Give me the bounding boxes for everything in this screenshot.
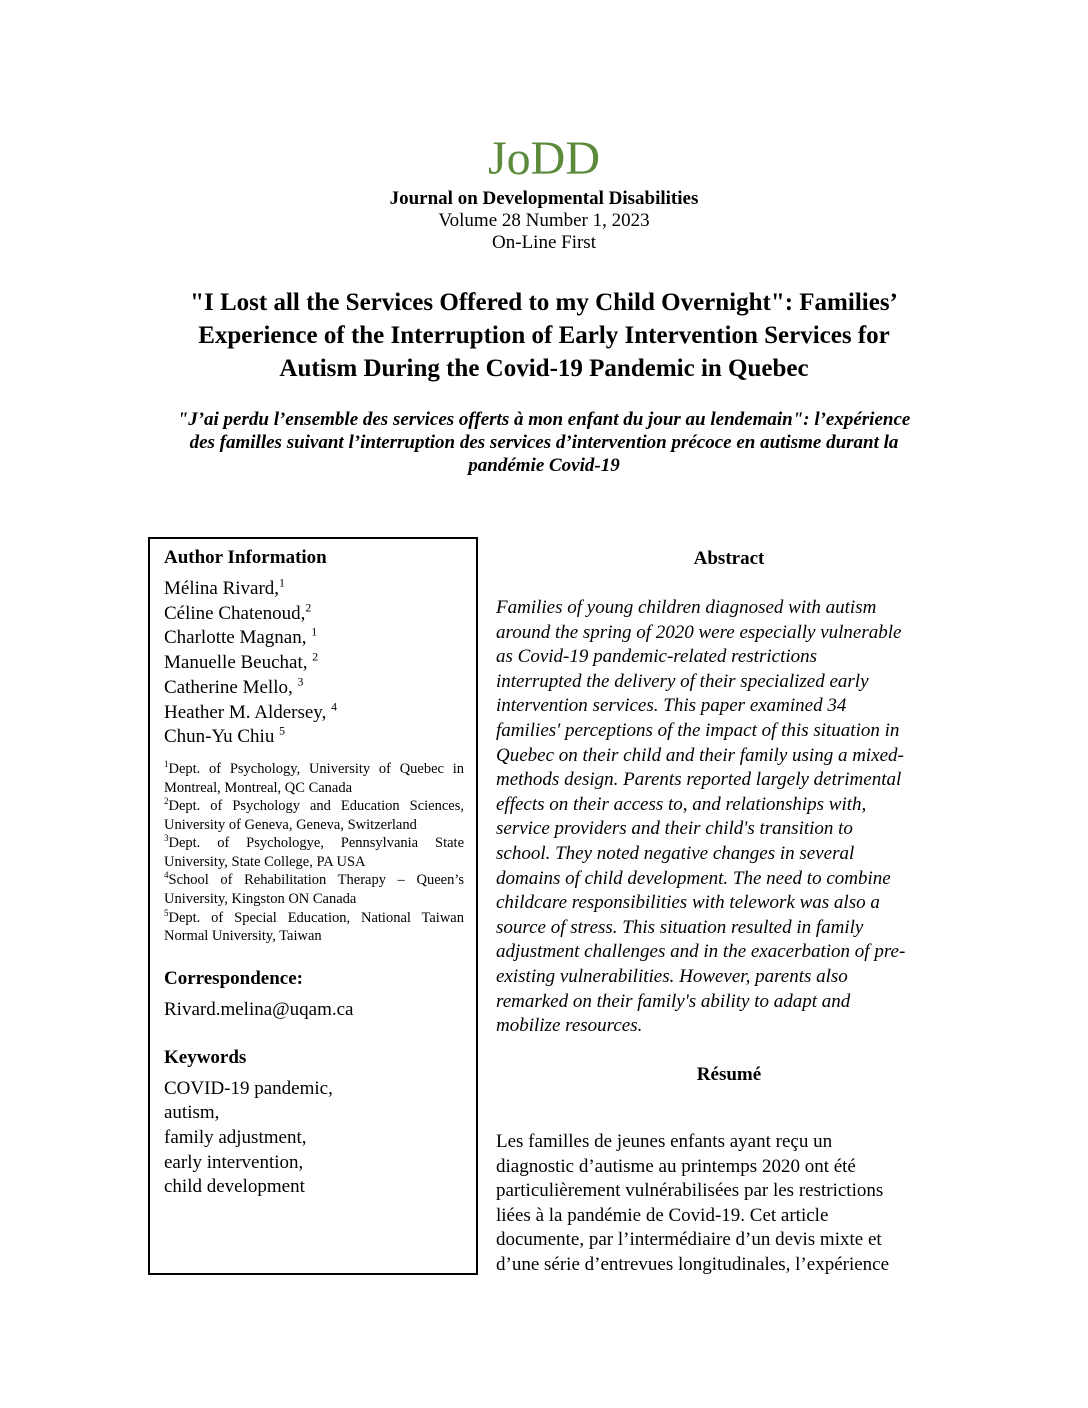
- title-line: Autism During the Covid-19 Pandemic in Quebec: [279, 355, 809, 382]
- french-title-line: "J’ai perdu l’ensemble des services offerts à mon enfant du jour au lendemain": l’expérience: [177, 409, 911, 430]
- author-item: [164, 725, 464, 750]
- resume-body: [496, 1130, 962, 1278]
- author-name: Mélina Rivard,: [164, 578, 280, 599]
- author-info-box: [148, 537, 478, 1275]
- resume-line: d’une série d’entrevues longitudinales, l’expérience: [496, 1253, 890, 1275]
- resume-line: documente, par l’intermédiaire d’un devis mixte et: [496, 1229, 882, 1251]
- author-item: [164, 626, 464, 651]
- author-list: [164, 577, 464, 750]
- author-affiliation-number: 1: [311, 626, 318, 640]
- affiliation-text: School of Rehabilitation Therapy – Queen’s University, Kingston ON Canada: [164, 872, 464, 908]
- correspondence-heading: Correspondence:: [164, 967, 303, 989]
- abstract-line: existing vulnerabilities. However, parents also: [496, 965, 848, 987]
- affiliation-text: Dept. of Psychology and Education Sciences, University of Geneva, Geneva, Switzerland: [164, 798, 464, 833]
- abstract-line: school. They noted negative changes in several: [496, 842, 855, 864]
- journal-logo: JoDD: [487, 132, 600, 185]
- keyword-item: autism,: [164, 1102, 220, 1124]
- abstract-line: service providers and their child's transition to: [496, 818, 853, 840]
- author-name: Charlotte Magnan,: [164, 627, 312, 649]
- journal-info: [0, 188, 1088, 254]
- abstract-line: intervention services. This paper examined 34: [496, 695, 847, 717]
- resume-line: particulièrement vulnérabilisées par les restrictions: [496, 1180, 884, 1202]
- french-title: [110, 408, 978, 477]
- author-item: [164, 651, 464, 676]
- author-item: [164, 676, 464, 701]
- keyword-item: family adjustment,: [164, 1126, 307, 1148]
- affiliation-item: [164, 760, 464, 797]
- author-name: Céline Chatenoud,: [164, 602, 306, 624]
- affiliation-text: Dept. of Psychologye, Pennsylvania State University, State College, PA USA: [164, 835, 464, 870]
- abstract-line: mobilize resources.: [496, 1015, 643, 1037]
- journal-volume: Volume 28 Number 1, 2023: [438, 210, 650, 231]
- abstract-line: domains of child development. The need to combine: [496, 867, 891, 889]
- french-title-line: des familles suivant l’interruption des services d’intervention précoce en autisme durant la: [189, 432, 899, 453]
- author-affiliation-number: 2: [312, 650, 319, 664]
- keyword-item: COVID-19 pandemic,: [164, 1077, 333, 1099]
- abstract-body: [496, 596, 962, 1039]
- abstract-line: methods design. Parents reported largely detrimental: [496, 769, 902, 791]
- french-title-line: pandémie Covid-19: [468, 455, 620, 476]
- article-title: [110, 286, 978, 385]
- author-affiliation-number: 2: [305, 601, 312, 615]
- abstract-line: families' perceptions of the impact of this situation in: [496, 719, 900, 741]
- affiliation-number: 5: [164, 907, 169, 918]
- abstract-line: around the spring of 2020 were especially vulnerable: [496, 621, 902, 643]
- affiliation-number: 4: [164, 870, 169, 881]
- abstract-line: Families of young children diagnosed with autism: [496, 597, 877, 618]
- author-item: [164, 577, 464, 602]
- author-affiliation-number: 5: [279, 724, 285, 738]
- affiliations: [164, 760, 464, 946]
- affiliation-item: [164, 909, 464, 946]
- affiliation-item: [164, 834, 464, 871]
- affiliation-text: Dept. of Special Education, National Taiwan Normal University, Taiwan: [164, 909, 464, 945]
- author-name: Heather M. Aldersey,: [164, 701, 332, 723]
- keyword-item: child development: [164, 1176, 305, 1198]
- author-affiliation-number: 4: [331, 700, 337, 714]
- resume-heading: Résumé: [696, 1064, 762, 1085]
- affiliation-item: [164, 797, 464, 834]
- abstract-line: Quebec on their child and their family using a mixed-: [496, 744, 904, 766]
- affiliation-number: 3: [164, 833, 169, 844]
- abstract-line: childcare responsibilities with telework was also a: [496, 892, 880, 914]
- abstract-line: remarked on their family's ability to adapt and: [496, 990, 851, 1012]
- author-name: Catherine Mello,: [164, 676, 298, 698]
- affiliation-number: 1: [164, 759, 169, 770]
- abstract-line: effects on their access to, and relationships with,: [496, 793, 867, 815]
- abstract-line: adjustment challenges and in the exacerbation of pre-: [496, 941, 906, 963]
- abstract-line: interrupted the delivery of their specialized early: [496, 670, 869, 692]
- abstract-line: as Covid-19 pandemic-related restrictions: [496, 646, 818, 668]
- author-item: [164, 602, 464, 627]
- title-line: Experience of the Interruption of Early Intervention Services for: [198, 322, 890, 349]
- keywords-list: [164, 1077, 464, 1201]
- author-affiliation-number: 3: [297, 675, 304, 689]
- abstract-line: source of stress. This situation resulted in family: [496, 916, 864, 938]
- author-name: Chun-Yu Chiu: [164, 726, 280, 748]
- resume-line: diagnostic d’autisme au printemps 2020 ont été: [496, 1155, 856, 1177]
- correspondence-email[interactable]: Rivard.melina@uqam.ca: [164, 998, 354, 1020]
- author-item: [164, 701, 464, 726]
- affiliation-item: [164, 871, 464, 908]
- resume-line: liées à la pandémie de Covid-19. Cet article: [496, 1204, 829, 1226]
- author-affiliation-number: 1: [279, 576, 285, 590]
- journal-name: Journal on Developmental Disabilities: [389, 188, 699, 209]
- title-line: "I Lost all the Services Offered to my Child Overnight": Families’: [190, 289, 898, 316]
- affiliation-number: 2: [164, 796, 169, 807]
- affiliation-text: Dept. of Psychology, University of Quebec in Montreal, Montreal, QC Canada: [164, 760, 464, 796]
- resume-line: Les familles de jeunes enfants ayant reçu un: [496, 1131, 833, 1152]
- publication-status: On-Line First: [492, 232, 596, 253]
- author-info-heading: Author Information: [164, 547, 327, 568]
- keywords-heading: Keywords: [164, 1046, 247, 1068]
- abstract-heading: Abstract: [693, 548, 765, 569]
- author-name: Manuelle Beuchat,: [164, 652, 313, 674]
- keyword-item: early intervention,: [164, 1151, 304, 1173]
